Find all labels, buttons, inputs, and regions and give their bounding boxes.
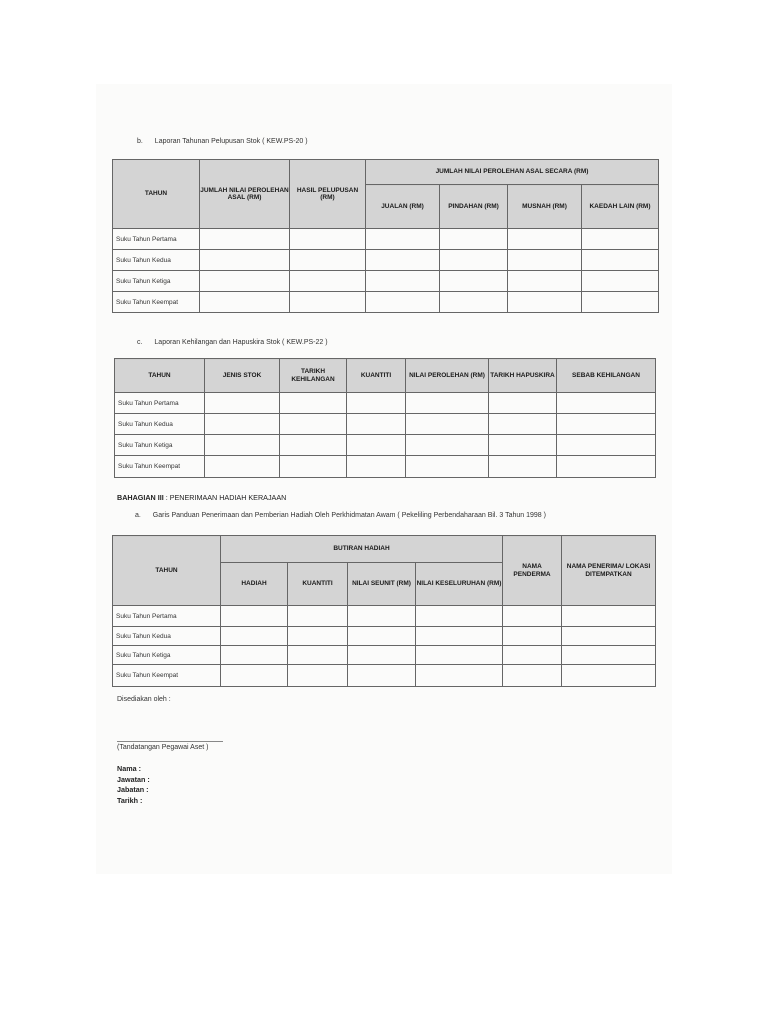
- col-nilai-seunit: NILAI SEUNIT (RM): [348, 563, 416, 606]
- col-kuantiti: KUANTITI: [347, 359, 406, 393]
- col-group-butiran-hadiah: BUTIRAN HADIAH: [221, 536, 503, 563]
- signature-line: [117, 741, 223, 742]
- col-jualan: JUALAN (RM): [366, 185, 440, 229]
- part3-sub-letter: a.: [135, 512, 141, 519]
- col-tarikh-hapuskira: TARIKH HAPUSKIRA: [489, 359, 557, 393]
- table-row: [113, 646, 656, 665]
- section-c-title: Laporan Kehilangan dan Hapuskira Stok ( KEW.PS-22 ): [154, 339, 328, 346]
- col-nama-penerima: NAMA PENERIMA/ LOKASI DITEMPATKAN: [562, 536, 656, 606]
- row-label: Suku Tahun Kedua: [113, 627, 221, 646]
- row-label: Suku Tahun Pertama: [113, 606, 221, 627]
- col-jumlah-nilai: JUMLAH NILAI PEROLEHAN ASAL (RM): [200, 160, 290, 229]
- row-label: Suku Tahun Keempat: [113, 665, 221, 687]
- table-row: [115, 456, 656, 478]
- table-row: [113, 292, 659, 313]
- jabatan-label: Jabatan :: [117, 785, 149, 794]
- table-kew-ps-20: [112, 159, 659, 313]
- col-nilai-perolehan: NILAI PEROLEHAN (RM): [406, 359, 489, 393]
- part3-title-bold: BAHAGIAN III: [117, 493, 164, 502]
- nama-label: Nama :: [117, 764, 141, 773]
- part3-sub-title: Garis Panduan Penerimaan dan Pemberian Hadiah Oleh Perkhidmatan Awam ( Pekeliling Perbendaharaan Bil. 3 Tahun 1998 ): [152, 512, 546, 519]
- row-label: Suku Tahun Keempat: [115, 456, 205, 478]
- signature-caption: (Tandatangan Pegawai Aset ): [117, 744, 209, 751]
- table-row: [113, 229, 659, 250]
- col-nilai-keseluruhan: NILAI KESELURUHAN (RM): [416, 563, 503, 606]
- col-tahun: TAHUN: [115, 359, 205, 393]
- table-row: [113, 271, 659, 292]
- table-butiran-hadiah: [112, 535, 656, 687]
- table-row: [115, 414, 656, 435]
- col-tahun: TAHUN: [113, 160, 200, 229]
- section-b-letter: b.: [137, 138, 143, 145]
- section-c-caption: [137, 339, 328, 346]
- prepared-by-label: Disediakan oleh :: [117, 696, 171, 703]
- section-b-caption: [137, 138, 308, 145]
- table-row: [115, 393, 656, 414]
- table-row: [113, 250, 659, 271]
- col-tahun: TAHUN: [113, 536, 221, 606]
- row-label: Suku Tahun Kedua: [113, 250, 200, 271]
- part3-sub-caption: [135, 512, 546, 519]
- col-jenis-stok: JENIS STOK: [205, 359, 280, 393]
- col-kaedah-lain: KAEDAH LAIN (RM): [582, 185, 659, 229]
- col-hadiah: HADIAH: [221, 563, 288, 606]
- section-b-title: Laporan Tahunan Pelupusan Stok ( KEW.PS-20 ): [154, 138, 308, 145]
- col-hasil-pelupusan: HASIL PELUPUSAN (RM): [290, 160, 366, 229]
- row-label: Suku Tahun Ketiga: [115, 435, 205, 456]
- col-pindahan: PINDAHAN (RM): [440, 185, 508, 229]
- table-row: [115, 435, 656, 456]
- col-nama-penderma: NAMA PENDERMA: [503, 536, 562, 606]
- part3-heading: [117, 493, 286, 502]
- part3-title-rest: : PENERIMAAN HADIAH KERAJAAN: [165, 493, 287, 502]
- section-c-letter: c.: [137, 339, 143, 346]
- col-sebab-kehilangan: SEBAB KEHILANGAN: [557, 359, 656, 393]
- row-label: Suku Tahun Keempat: [113, 292, 200, 313]
- tarikh-label: Tarikh :: [117, 796, 143, 805]
- table-row: [113, 627, 656, 646]
- col-kuantiti: KUANTITI: [288, 563, 348, 606]
- row-label: Suku Tahun Ketiga: [113, 646, 221, 665]
- table-kew-ps-22: [114, 358, 656, 478]
- table-row: [113, 606, 656, 627]
- row-label: Suku Tahun Ketiga: [113, 271, 200, 292]
- table-row: [113, 665, 656, 687]
- col-musnah: MUSNAH (RM): [508, 185, 582, 229]
- col-group-jumlah-nilai-secara: JUMLAH NILAI PEROLEHAN ASAL SECARA (RM): [366, 160, 659, 185]
- jawatan-label: Jawatan :: [117, 775, 150, 784]
- row-label: Suku Tahun Kedua: [115, 414, 205, 435]
- row-label: Suku Tahun Pertama: [113, 229, 200, 250]
- col-tarikh-kehilangan: TARIKH KEHILANGAN: [280, 359, 347, 393]
- row-label: Suku Tahun Pertama: [115, 393, 205, 414]
